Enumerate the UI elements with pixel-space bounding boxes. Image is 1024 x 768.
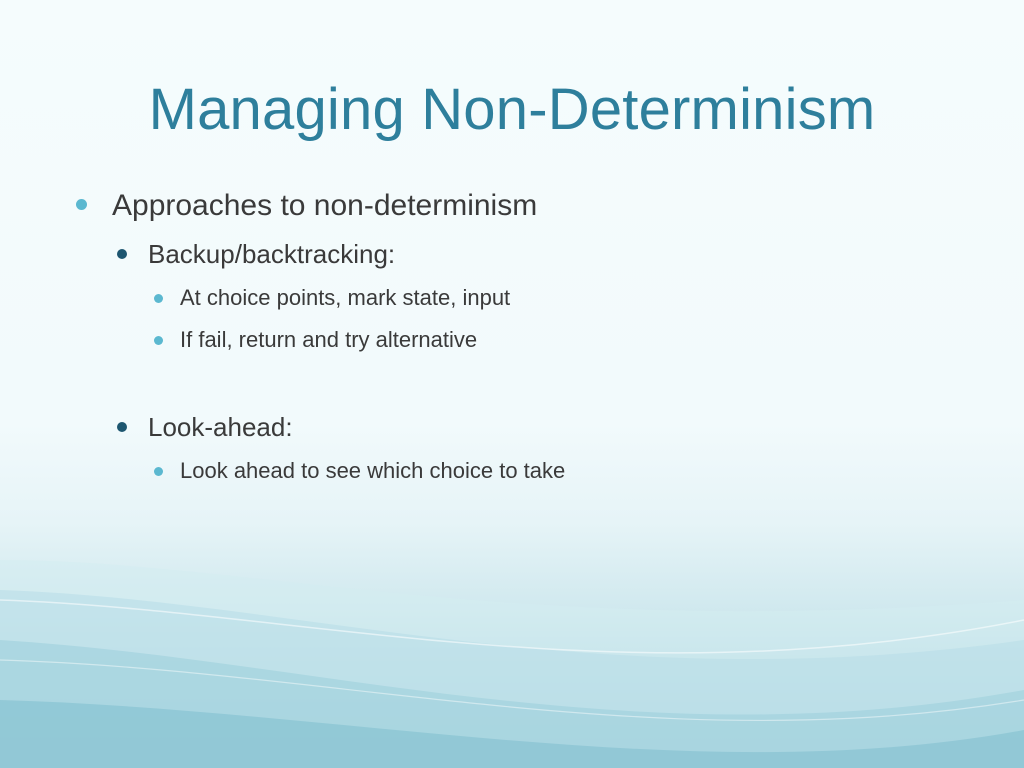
bullet-dot-icon [117,422,127,432]
bullet-item-level3: Look ahead to see which choice to take [180,458,566,483]
bullet-dot-icon [76,199,87,210]
bullet-dot-icon [154,336,163,345]
bullet-item-level2: Backup/backtracking: [148,239,396,269]
bullet-item-level3: At choice points, mark state, input [180,285,511,310]
bullet-dot-icon [117,249,127,259]
slide-title: Managing Non-Determinism [148,77,876,142]
bullet-dot-icon [154,294,163,303]
bullet-dot-icon [154,467,163,476]
bullet-item-level1: Approaches to non-determinism [112,189,538,222]
bullet-item-level2: Look-ahead: [148,412,293,442]
bullet-item-level3: If fail, return and try alternative [180,327,478,352]
